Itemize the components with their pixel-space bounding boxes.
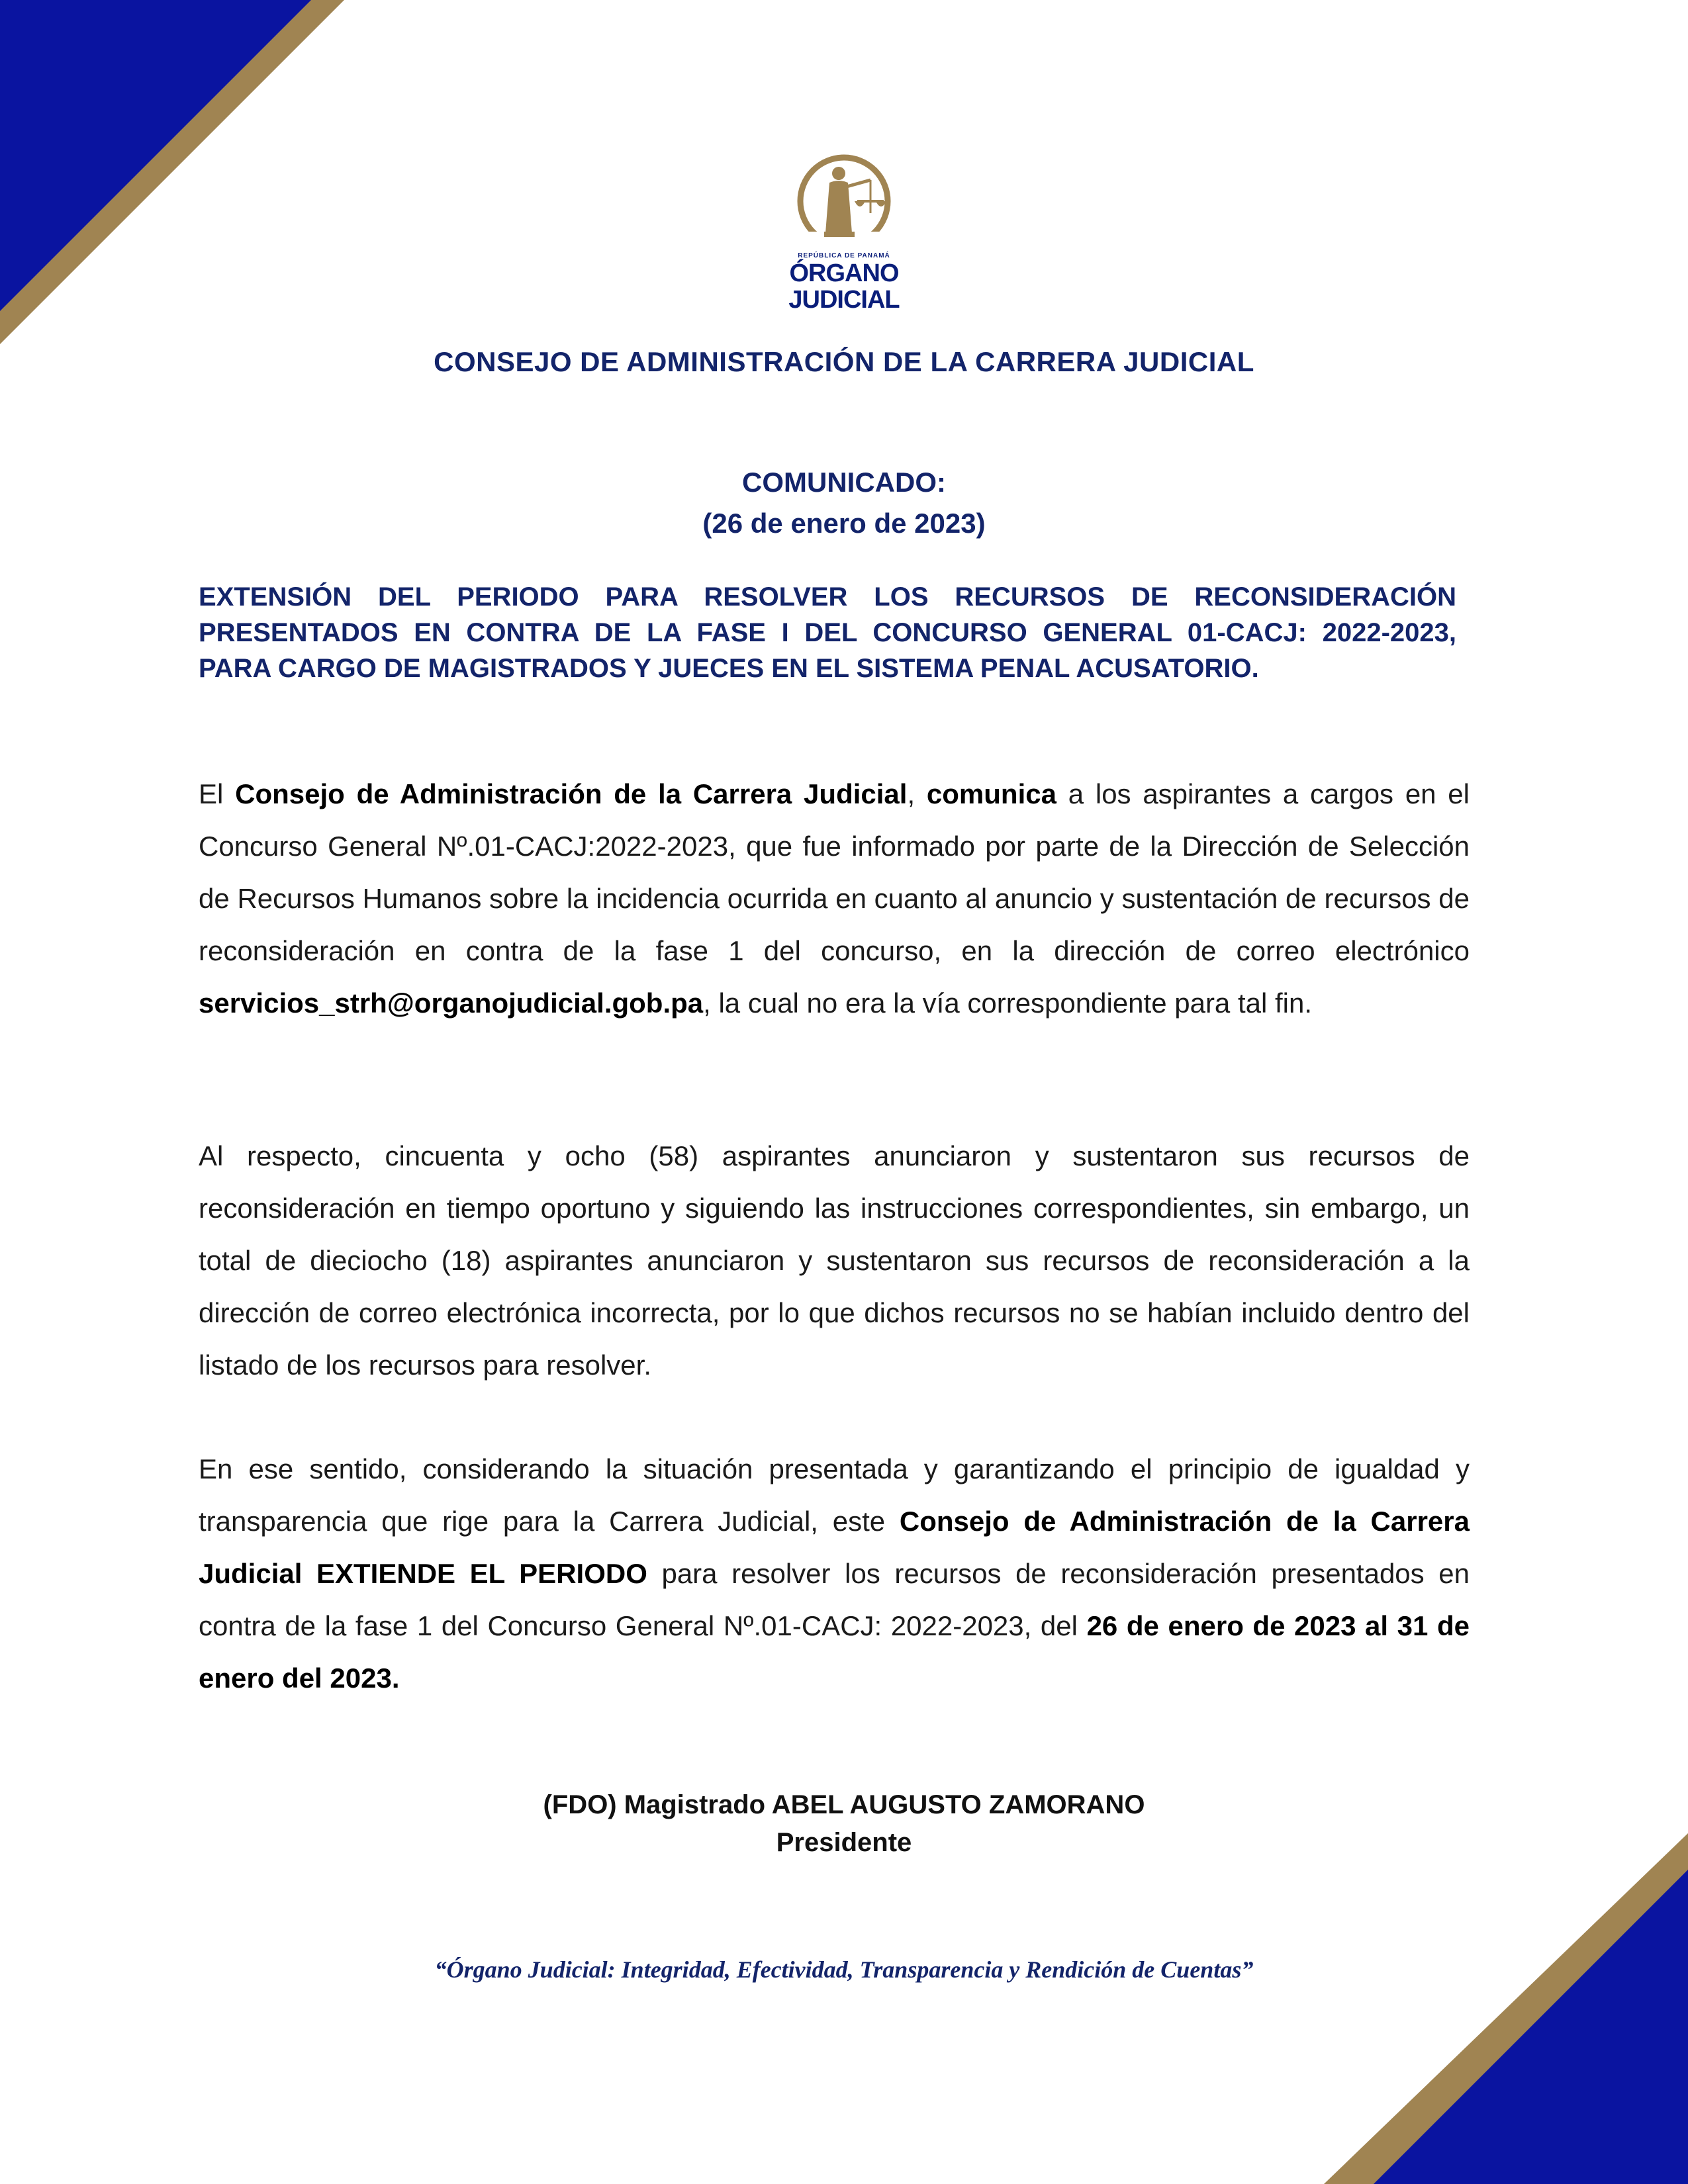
council-heading: CONSEJO DE ADMINISTRACIÓN DE LA CARRERA JUDICIAL — [434, 346, 1254, 377]
footer-motto: “Órgano Judicial: Integridad, Efectividad, Transparencia y Rendición de Cuentas” — [434, 1956, 1254, 1983]
text-run: En ese sentido, considerando la situación presentada y garantizando el principio de igualdad y transparencia que rige para la Carrera Judicial, este — [199, 1453, 1470, 1537]
subject-line: EXTENSIÓN DEL PERIODO PARA RESOLVER LOS RECURSOS DE RECONSIDERACIÓN — [199, 582, 1456, 612]
comunica-bold: comunica — [926, 778, 1056, 809]
corner-decoration-bottom-right — [1324, 1833, 1688, 2184]
justice-emblem-icon — [778, 154, 910, 253]
email-address: servicios_strh@organojudicial.gob.pa — [199, 987, 704, 1019]
text-run: , la cual no era la vía correspondiente para tal fin. — [703, 987, 1313, 1019]
logo-judicial-text: JUDICIAL — [788, 286, 900, 314]
text-run: El — [199, 778, 236, 809]
signature-name: (FDO) Magistrado ABEL AUGUSTO ZAMORANO — [543, 1790, 1145, 1819]
date-range-bold: 26 de enero de 2023 al 31 de enero del 2023. — [199, 1610, 1470, 1694]
body-paragraph-2: Al respecto, cincuenta y ocho (58) aspirantes anunciaron y sustentaron sus recursos de reconsideración en tiempo oportuno y siguiendo las instrucciones correspondientes, sin embargo, un total de dieciocho (18) aspirantes anunciaron y sustentaron sus recursos de reconsideración a la dirección de correo electrónica incorrecta, por lo que dichos recursos no se habían incluido dentro del listado de los recursos para resolver. — [199, 1140, 1470, 1381]
logo-organo-text: ÓRGANO — [789, 259, 899, 287]
communique-title: COMUNICADO: — [742, 467, 946, 498]
text-run: para resolver los recursos de reconsideración presentados en contra de la fase 1 del Concurso General Nº.01-CACJ: 2022-2023, del — [199, 1558, 1470, 1641]
corner-blue-triangle — [0, 0, 311, 311]
text-run: , — [907, 778, 927, 809]
communique-subject — [199, 579, 1456, 686]
corner-blue-triangle — [1374, 1870, 1688, 2184]
body-paragraph-3 — [199, 1443, 1470, 1704]
signature-title: Presidente — [776, 1828, 912, 1857]
subject-line: PARA CARGO DE MAGISTRADOS Y JUECES EN EL SISTEMA PENAL ACUSATORIO. — [199, 654, 1259, 683]
body-paragraph-1 — [199, 768, 1470, 1029]
logo-republica-text: REPÚBLICA DE PANAMÁ — [798, 252, 890, 259]
text-run: a los aspirantes a cargos en el Concurso General Nº.01-CACJ:2022-2023, que fue informado por parte de la Dirección de Selección de Recursos Humanos sobre la incidencia ocurrida en cuanto al anuncio y sustentación de recursos de reconsideración en contra de la fase 1 del concurso, en la dirección de correo electrónico — [199, 778, 1470, 966]
council-extends-bold: Consejo de Administración de la Carrera Judicial EXTIENDE EL PERIODO — [199, 1506, 1470, 1589]
communique-date: (26 de enero de 2023) — [702, 508, 986, 539]
subject-line: PRESENTADOS EN CONTRA DE LA FASE I DEL CONCURSO GENERAL 01-CACJ: 2022-2023, — [199, 618, 1456, 647]
council-name-bold: Consejo de Administración de la Carrera Judicial — [235, 778, 908, 809]
organo-judicial-logo — [778, 154, 910, 312]
corner-decoration-top-left — [0, 0, 344, 344]
